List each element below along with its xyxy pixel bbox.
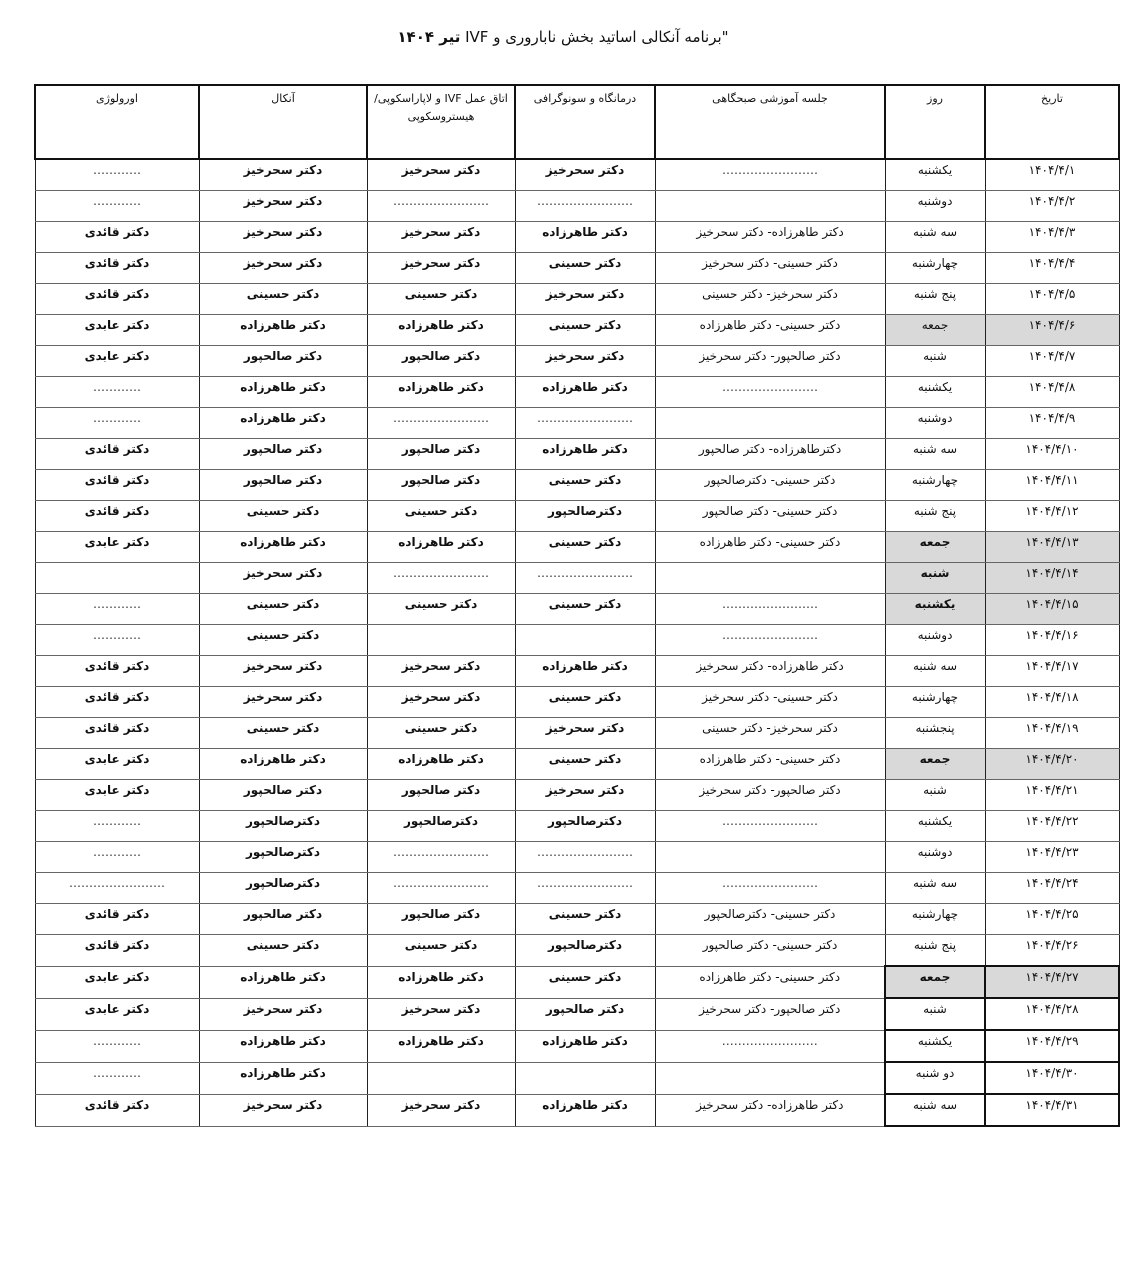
cell-or: دکتر حسینی: [367, 284, 515, 315]
cell-urology: …………: [35, 842, 199, 873]
cell-date: ۱۴۰۴/۴/۱۳: [985, 532, 1119, 563]
cell-day: جمعه: [885, 966, 985, 998]
cell-urology: دکتر عابدی: [35, 532, 199, 563]
cell-session: دکتر طاهرزاده- دکتر سحرخیز: [655, 656, 885, 687]
cell-or: ……………………: [367, 191, 515, 222]
cell-session: دکتر حسینی- دکترصالحپور: [655, 470, 885, 501]
cell-oncall: دکتر حسینی: [199, 501, 367, 532]
cell-session: ……………………: [655, 1030, 885, 1062]
cell-session: [655, 563, 885, 594]
cell-day: دوشنبه: [885, 842, 985, 873]
cell-day: شنبه: [885, 998, 985, 1030]
cell-session: [655, 191, 885, 222]
cell-oncall: دکتر سحرخیز: [199, 998, 367, 1030]
cell-day: شنبه: [885, 780, 985, 811]
cell-oncall: دکتر حسینی: [199, 594, 367, 625]
cell-session: دکتر صالحپور- دکتر سحرخیز: [655, 346, 885, 377]
cell-or: ……………………: [367, 408, 515, 439]
cell-or: [367, 625, 515, 656]
cell-urology: دکتر قائدی: [35, 656, 199, 687]
cell-day: سه شنبه: [885, 439, 985, 470]
cell-urology: دکتر عابدی: [35, 346, 199, 377]
cell-session: ……………………: [655, 159, 885, 191]
cell-day: یکشنبه: [885, 811, 985, 842]
cell-urology: دکتر عابدی: [35, 780, 199, 811]
cell-clinic: دکتر حسینی: [515, 904, 655, 935]
cell-urology: دکتر قائدی: [35, 687, 199, 718]
cell-oncall: دکتر صالحپور: [199, 470, 367, 501]
cell-or: ……………………: [367, 563, 515, 594]
cell-urology: …………: [35, 191, 199, 222]
cell-day: پنج شنبه: [885, 501, 985, 532]
cell-day: دوشنبه: [885, 625, 985, 656]
cell-urology: دکتر قائدی: [35, 904, 199, 935]
cell-day: سه شنبه: [885, 873, 985, 904]
cell-date: ۱۴۰۴/۴/۲۲: [985, 811, 1119, 842]
table-row: [35, 501, 1119, 532]
cell-urology: دکتر عابدی: [35, 966, 199, 998]
cell-urology: …………: [35, 159, 199, 191]
table-row: [35, 718, 1119, 749]
cell-date: ۱۴۰۴/۴/۲۸: [985, 998, 1119, 1030]
cell-oncall: دکتر سحرخیز: [199, 687, 367, 718]
cell-session: ……………………: [655, 811, 885, 842]
cell-session: دکتر حسینی- دکتر طاهرزاده: [655, 966, 885, 998]
cell-urology: دکتر قائدی: [35, 1094, 199, 1126]
table-row: [35, 687, 1119, 718]
table-row: [35, 1030, 1119, 1062]
cell-urology: …………: [35, 625, 199, 656]
cell-clinic: دکتر حسینی: [515, 687, 655, 718]
cell-day: یکشنبه: [885, 159, 985, 191]
cell-session: [655, 408, 885, 439]
cell-clinic: [515, 625, 655, 656]
cell-oncall: دکتر حسینی: [199, 284, 367, 315]
cell-session: دکتر حسینی- دکتر طاهرزاده: [655, 532, 885, 563]
cell-clinic: دکتر حسینی: [515, 594, 655, 625]
cell-session: دکتر صالحپور- دکتر سحرخیز: [655, 998, 885, 1030]
cell-date: ۱۴۰۴/۴/۳۱: [985, 1094, 1119, 1126]
cell-oncall: دکترصالحپور: [199, 873, 367, 904]
cell-clinic: دکترصالحپور: [515, 935, 655, 967]
cell-day: یکشنبه: [885, 594, 985, 625]
cell-clinic: دکترصالحپور: [515, 811, 655, 842]
cell-or: دکتر صالحپور: [367, 780, 515, 811]
cell-clinic: دکتر حسینی: [515, 532, 655, 563]
cell-day: دوشنبه: [885, 191, 985, 222]
cell-or: دکترصالحپور: [367, 811, 515, 842]
header-urology: اورولوژی: [35, 85, 199, 159]
table-row: [35, 377, 1119, 408]
cell-urology: …………: [35, 377, 199, 408]
table-row: [35, 346, 1119, 377]
cell-oncall: دکتر طاهرزاده: [199, 377, 367, 408]
cell-urology: دکتر قائدی: [35, 501, 199, 532]
cell-date: ۱۴۰۴/۴/۱۹: [985, 718, 1119, 749]
cell-oncall: دکتر طاهرزاده: [199, 532, 367, 563]
cell-oncall: دکترصالحپور: [199, 811, 367, 842]
header-row: [35, 85, 1119, 159]
cell-clinic: دکترصالحپور: [515, 501, 655, 532]
page-title: [0, 28, 1126, 46]
header-or: اتاق عمل IVF و لاپاراسکوپی/ هیستروسکوپی: [367, 85, 515, 159]
cell-session: دکتر سحرخیز- دکتر حسینی: [655, 284, 885, 315]
cell-clinic: دکتر طاهرزاده: [515, 1030, 655, 1062]
cell-day: چهارشنبه: [885, 470, 985, 501]
cell-clinic: دکتر حسینی: [515, 315, 655, 346]
cell-urology: [35, 563, 199, 594]
cell-or: دکتر سحرخیز: [367, 687, 515, 718]
cell-or: دکتر طاهرزاده: [367, 532, 515, 563]
cell-oncall: دکتر صالحپور: [199, 904, 367, 935]
cell-urology: دکتر قائدی: [35, 284, 199, 315]
cell-oncall: دکتر طاهرزاده: [199, 1030, 367, 1062]
cell-clinic: دکتر طاهرزاده: [515, 222, 655, 253]
cell-clinic: دکتر صالحپور: [515, 998, 655, 1030]
cell-or: ……………………: [367, 873, 515, 904]
cell-date: ۱۴۰۴/۴/۱۵: [985, 594, 1119, 625]
table-row: [35, 315, 1119, 346]
cell-oncall: دکتر حسینی: [199, 935, 367, 967]
cell-or: دکتر صالحپور: [367, 346, 515, 377]
cell-day: چهارشنبه: [885, 253, 985, 284]
cell-or: دکتر حسینی: [367, 935, 515, 967]
title-prefix: "برنامه آنکالی اساتید بخش ناباروری و IVF: [460, 28, 729, 46]
cell-date: ۱۴۰۴/۴/۶: [985, 315, 1119, 346]
cell-date: ۱۴۰۴/۴/۲: [985, 191, 1119, 222]
cell-oncall: دکترصالحپور: [199, 842, 367, 873]
cell-clinic: ……………………: [515, 191, 655, 222]
cell-session: دکتر حسینی- دکتر طاهرزاده: [655, 315, 885, 346]
table-row: [35, 159, 1119, 191]
cell-urology: دکتر قائدی: [35, 222, 199, 253]
cell-session: دکترطاهرزاده- دکتر صالحپور: [655, 439, 885, 470]
cell-or: دکتر حسینی: [367, 718, 515, 749]
cell-day: دوشنبه: [885, 408, 985, 439]
cell-session: دکتر حسینی- دکتر صالحپور: [655, 501, 885, 532]
cell-day: پنج شنبه: [885, 935, 985, 967]
cell-urology: ……………………: [35, 873, 199, 904]
table-row: [35, 470, 1119, 501]
cell-urology: دکتر قائدی: [35, 718, 199, 749]
cell-oncall: دکتر طاهرزاده: [199, 408, 367, 439]
cell-day: جمعه: [885, 315, 985, 346]
cell-or: [367, 1062, 515, 1094]
cell-urology: دکتر قائدی: [35, 253, 199, 284]
cell-date: ۱۴۰۴/۴/۱۶: [985, 625, 1119, 656]
cell-session: ……………………: [655, 873, 885, 904]
table-row: [35, 222, 1119, 253]
cell-date: ۱۴۰۴/۴/۲۷: [985, 966, 1119, 998]
cell-date: ۱۴۰۴/۴/۲۹: [985, 1030, 1119, 1062]
cell-clinic: ……………………: [515, 873, 655, 904]
cell-urology: دکتر قائدی: [35, 935, 199, 967]
cell-session: [655, 1062, 885, 1094]
cell-urology: دکتر عابدی: [35, 749, 199, 780]
header-session: جلسه آموزشی صبحگاهی: [655, 85, 885, 159]
cell-clinic: [515, 1062, 655, 1094]
cell-or: دکتر سحرخیز: [367, 998, 515, 1030]
header-oncall: آنکال: [199, 85, 367, 159]
table-row: [35, 873, 1119, 904]
cell-day: شنبه: [885, 346, 985, 377]
table-row: [35, 811, 1119, 842]
cell-clinic: دکتر طاهرزاده: [515, 377, 655, 408]
cell-session: ……………………: [655, 625, 885, 656]
cell-oncall: دکتر طاهرزاده: [199, 749, 367, 780]
cell-oncall: دکتر صالحپور: [199, 780, 367, 811]
cell-clinic: دکتر سحرخیز: [515, 346, 655, 377]
cell-oncall: دکتر سحرخیز: [199, 191, 367, 222]
cell-or: دکتر حسینی: [367, 501, 515, 532]
cell-clinic: دکتر طاهرزاده: [515, 1094, 655, 1126]
cell-oncall: دکتر صالحپور: [199, 439, 367, 470]
cell-clinic: دکتر سحرخیز: [515, 284, 655, 315]
cell-day: پنجشنبه: [885, 718, 985, 749]
table-row: [35, 532, 1119, 563]
schedule-table: [34, 84, 1120, 1127]
cell-date: ۱۴۰۴/۴/۵: [985, 284, 1119, 315]
cell-clinic: دکتر سحرخیز: [515, 780, 655, 811]
cell-urology: دکتر عابدی: [35, 998, 199, 1030]
table-row: [35, 284, 1119, 315]
table-row: [35, 998, 1119, 1030]
cell-session: ……………………: [655, 377, 885, 408]
cell-oncall: دکتر طاهرزاده: [199, 1062, 367, 1094]
cell-day: یکشنبه: [885, 1030, 985, 1062]
cell-urology: …………: [35, 1062, 199, 1094]
header-clinic: درمانگاه و سونوگرافی: [515, 85, 655, 159]
cell-clinic: دکتر سحرخیز: [515, 159, 655, 191]
cell-oncall: دکتر سحرخیز: [199, 222, 367, 253]
cell-day: سه شنبه: [885, 1094, 985, 1126]
cell-or: دکتر طاهرزاده: [367, 749, 515, 780]
cell-or: دکتر طاهرزاده: [367, 315, 515, 346]
cell-oncall: دکتر سحرخیز: [199, 1094, 367, 1126]
cell-session: دکتر طاهرزاده- دکتر سحرخیز: [655, 222, 885, 253]
cell-date: ۱۴۰۴/۴/۱۷: [985, 656, 1119, 687]
cell-session: دکتر حسینی- دکتر سحرخیز: [655, 687, 885, 718]
cell-or: دکتر حسینی: [367, 594, 515, 625]
cell-session: دکتر حسینی- دکترصالحپور: [655, 904, 885, 935]
table-row: [35, 966, 1119, 998]
cell-date: ۱۴۰۴/۴/۲۳: [985, 842, 1119, 873]
cell-date: ۱۴۰۴/۴/۱۰: [985, 439, 1119, 470]
cell-date: ۱۴۰۴/۴/۹: [985, 408, 1119, 439]
cell-session: دکتر حسینی- دکتر طاهرزاده: [655, 749, 885, 780]
cell-clinic: ……………………: [515, 842, 655, 873]
cell-date: ۱۴۰۴/۴/۲۰: [985, 749, 1119, 780]
cell-day: سه شنبه: [885, 222, 985, 253]
cell-or: دکتر سحرخیز: [367, 1094, 515, 1126]
table-row: [35, 904, 1119, 935]
cell-session: ……………………: [655, 594, 885, 625]
header-day: روز: [885, 85, 985, 159]
table-row: [35, 935, 1119, 967]
cell-urology: …………: [35, 594, 199, 625]
header-date: تاریخ: [985, 85, 1119, 159]
cell-clinic: دکتر طاهرزاده: [515, 439, 655, 470]
table-row: [35, 1094, 1119, 1126]
cell-or: دکتر سحرخیز: [367, 253, 515, 284]
table-row: [35, 594, 1119, 625]
cell-or: دکتر صالحپور: [367, 904, 515, 935]
cell-or: دکتر سحرخیز: [367, 656, 515, 687]
cell-or: دکتر طاهرزاده: [367, 377, 515, 408]
cell-clinic: ……………………: [515, 563, 655, 594]
cell-oncall: دکتر صالحپور: [199, 346, 367, 377]
cell-clinic: دکتر سحرخیز: [515, 718, 655, 749]
cell-date: ۱۴۰۴/۴/۸: [985, 377, 1119, 408]
cell-or: دکتر سحرخیز: [367, 159, 515, 191]
cell-or: دکتر سحرخیز: [367, 222, 515, 253]
cell-urology: دکتر قائدی: [35, 470, 199, 501]
cell-clinic: دکتر حسینی: [515, 966, 655, 998]
table-row: [35, 408, 1119, 439]
table-row: [35, 656, 1119, 687]
cell-date: ۱۴۰۴/۴/۳: [985, 222, 1119, 253]
cell-date: ۱۴۰۴/۴/۱۴: [985, 563, 1119, 594]
table-row: [35, 749, 1119, 780]
cell-clinic: دکتر حسینی: [515, 749, 655, 780]
table-row: [35, 191, 1119, 222]
cell-oncall: دکتر حسینی: [199, 625, 367, 656]
table-row: [35, 563, 1119, 594]
cell-clinic: دکتر حسینی: [515, 470, 655, 501]
cell-date: ۱۴۰۴/۴/۱۸: [985, 687, 1119, 718]
table-row: [35, 780, 1119, 811]
cell-clinic: دکتر طاهرزاده: [515, 656, 655, 687]
cell-date: ۱۴۰۴/۴/۱۱: [985, 470, 1119, 501]
cell-or: دکتر طاهرزاده: [367, 1030, 515, 1062]
cell-day: چهارشنبه: [885, 904, 985, 935]
table-row: [35, 1062, 1119, 1094]
cell-date: ۱۴۰۴/۴/۱: [985, 159, 1119, 191]
cell-session: دکتر حسینی- دکتر سحرخیز: [655, 253, 885, 284]
title-month: تیر ۱۴۰۴: [397, 28, 461, 46]
cell-session: دکتر صالحپور- دکتر سحرخیز: [655, 780, 885, 811]
cell-day: پنج شنبه: [885, 284, 985, 315]
cell-session: [655, 842, 885, 873]
cell-session: دکتر طاهرزاده- دکتر سحرخیز: [655, 1094, 885, 1126]
cell-session: دکتر سحرخیز- دکتر حسینی: [655, 718, 885, 749]
cell-date: ۱۴۰۴/۴/۲۵: [985, 904, 1119, 935]
cell-day: شنبه: [885, 563, 985, 594]
cell-date: ۱۴۰۴/۴/۳۰: [985, 1062, 1119, 1094]
cell-clinic: ……………………: [515, 408, 655, 439]
cell-oncall: دکتر طاهرزاده: [199, 966, 367, 998]
cell-urology: دکتر عابدی: [35, 315, 199, 346]
cell-urology: …………: [35, 1030, 199, 1062]
cell-date: ۱۴۰۴/۴/۲۴: [985, 873, 1119, 904]
cell-oncall: دکتر حسینی: [199, 718, 367, 749]
cell-oncall: دکتر سحرخیز: [199, 563, 367, 594]
cell-oncall: دکتر سحرخیز: [199, 656, 367, 687]
cell-day: یکشنبه: [885, 377, 985, 408]
cell-clinic: دکتر حسینی: [515, 253, 655, 284]
cell-date: ۱۴۰۴/۴/۲۶: [985, 935, 1119, 967]
cell-day: جمعه: [885, 749, 985, 780]
cell-or: دکتر صالحپور: [367, 470, 515, 501]
cell-date: ۱۴۰۴/۴/۲۱: [985, 780, 1119, 811]
cell-oncall: دکتر طاهرزاده: [199, 315, 367, 346]
cell-or: دکتر طاهرزاده: [367, 966, 515, 998]
cell-date: ۱۴۰۴/۴/۱۲: [985, 501, 1119, 532]
cell-day: جمعه: [885, 532, 985, 563]
cell-day: سه شنبه: [885, 656, 985, 687]
table-row: [35, 253, 1119, 284]
cell-date: ۱۴۰۴/۴/۴: [985, 253, 1119, 284]
cell-urology: …………: [35, 408, 199, 439]
cell-urology: دکتر قائدی: [35, 439, 199, 470]
cell-session: دکتر حسینی- دکتر صالحپور: [655, 935, 885, 967]
table-row: [35, 625, 1119, 656]
cell-day: چهارشنبه: [885, 687, 985, 718]
cell-day: دو شنبه: [885, 1062, 985, 1094]
cell-or: ……………………: [367, 842, 515, 873]
cell-oncall: دکتر سحرخیز: [199, 159, 367, 191]
cell-urology: …………: [35, 811, 199, 842]
table-row: [35, 439, 1119, 470]
table-row: [35, 842, 1119, 873]
cell-date: ۱۴۰۴/۴/۷: [985, 346, 1119, 377]
cell-oncall: دکتر سحرخیز: [199, 253, 367, 284]
cell-or: دکتر صالحپور: [367, 439, 515, 470]
